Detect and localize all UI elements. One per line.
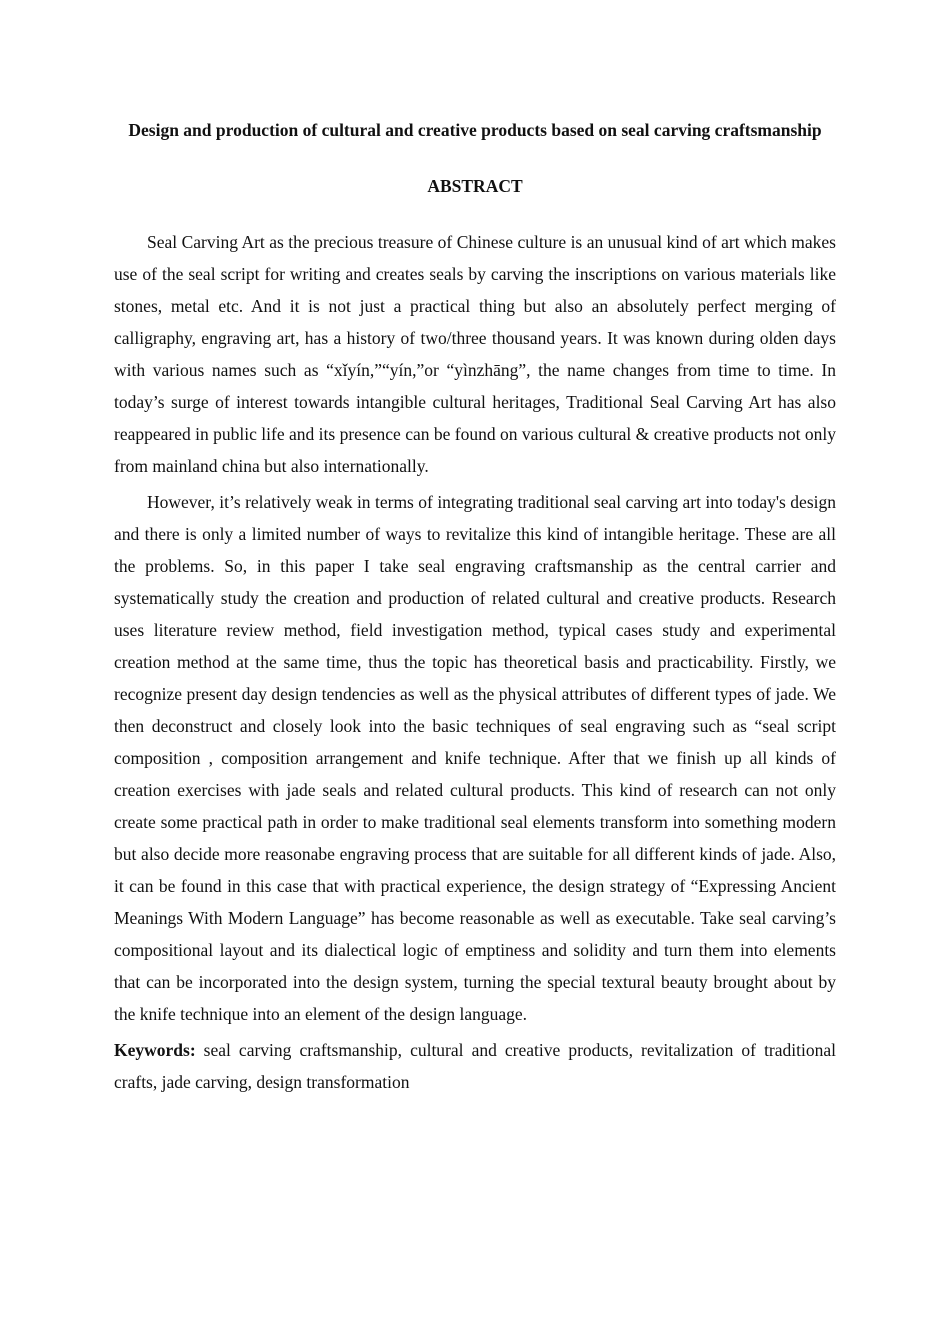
document-title: Design and production of cultural and creative products based on seal carving craftsmanship <box>128 120 822 140</box>
abstract-paragraph-2: However, it’s relatively weak in terms of integrating traditional seal carving art into today's design and there is only a limited number of ways to revitalize this kind of intangible heritage. These are all the problems. So, in this paper I take seal engraving craftsmanship as the central carrier and systematically study the creation and production of related cultural and creative products. Research uses literature review method, field investigation method, typical cases study and experimental creation method at the same time, thus the topic has theoretical basis and practicability. Firstly, we recognize present day design tendencies as well as the physical attributes of different types of jade. We then deconstruct and closely look into the basic techniques of seal engraving such as “seal script composition , composition arrangement and knife technique. After that we finish up all kinds of creation exercises with jade seals and related cultural products. This kind of research can not only create some practical path in order to make traditional seal elements transform into something modern but also decide more reasonabe engraving process that are suitable for all different kinds of jade. Also, it can be found in this case that with practical experience, the design strategy of “Expressing Ancient Meanings With Modern Language” has become reasonable as well as executable. Take seal carving’s compositional layout and its dialectical logic of emptiness and solidity and turn them into elements that can be incorporated into the design system, turning the special textural beauty brought about by the knife technique into an element of the design language. <box>114 492 836 1024</box>
abstract-paragraph-1: Seal Carving Art as the precious treasure of Chinese culture is an unusual kind of art which makes use of the seal script for writing and creates seals by carving the inscriptions on various materials like stones, metal etc. And it is not just a practical thing but also an absolutely perfect merging of calligraphy, engraving art, has a history of two/three thousand years. It was known during olden days with various names such as “xǐyín,”“yín,”or “yìnzhāng”, the name changes from time to time. In today’s surge of interest towards intangible cultural heritages, Traditional Seal Carving Art has also reappeared in public life and its presence can be found on various cultural & creative products not only from mainland china but also internationally. <box>114 232 836 476</box>
abstract-heading: ABSTRACT <box>427 176 523 196</box>
keywords-text: seal carving craftsmanship, cultural and creative products, revitalization of traditional crafts, jade carving, design transformation <box>114 1040 836 1092</box>
keywords-label: Keywords: <box>114 1040 196 1060</box>
document-page <box>114 114 836 1098</box>
keywords-line <box>114 1034 836 1098</box>
